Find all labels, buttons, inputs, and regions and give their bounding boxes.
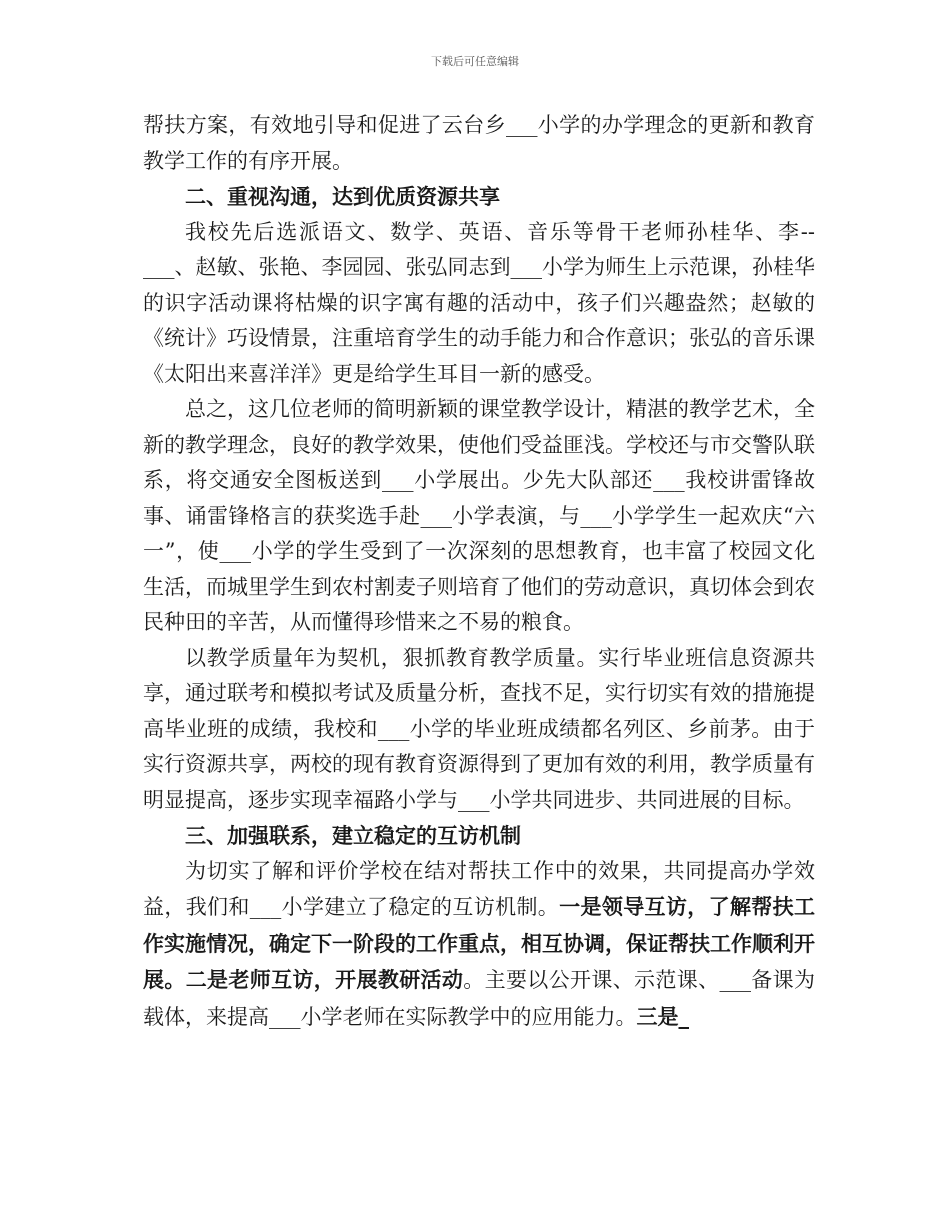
visits-third-point: 三是_ — [636, 1003, 689, 1029]
paragraph-teachers: 我校先后选派语文、数学、英语、音乐等骨干老师孙桂华、李--___、赵敏、张艳、李园园、张弘同志到___小学为师生上示范课，孙桂华的识字活动课将枯燥的识字寓有趣的活动中，孩子们兴趣盎然；赵敏的《统计》巧设情景，注重培育学生的动手能力和合作意识；张弘的音乐课《太阳出来喜洋洋》更是给学生耳目一新的感受。 — [143, 219, 815, 386]
visits-bold-points: 一是领导互访，了解帮扶工作实施情况，确定下一阶段的工作重点，相互协调，保证帮扶工作顺利开展。二是老师互访，开展教研活动 — [143, 894, 816, 992]
paragraph-continuation: 帮扶方案，有效地引导和促进了云台乡___小学的办学理念的更新和教育教学工作的有序开展。 — [143, 113, 815, 173]
section-heading-3: 三、加强联系，建立稳定的互访机制 — [185, 823, 521, 848]
paragraph-quality: 以教学质量年为契机，狠抓教育教学质量。实行毕业班信息资源共享，通过联考和模拟考试及质量分析，查找不足，实行切实有效的措施提高毕业班的成绩，我校和___小学的毕业班成绩都名列区、乡前茅。由于实行资源共享，两校的现有教育资源得到了更加有效的利用，教学质量有明显提高，逐步实现幸福路小学与___小学共同进步、共同进展的目标。 — [143, 645, 815, 812]
visits-detail: 。主要以公开课、示范课、___备课为载体，来提高___小学老师在实际教学中的应用能力。 — [143, 968, 815, 1029]
paragraph-summary: 总之，这几位老师的简明新颖的课堂教学设计，精湛的教学艺术，全新的教学理念，良好的教学效果，使他们受益匪浅。学校还与市交警队联系，将交通安全图板送到___小学展出。少先大队部还___我校讲雷锋故事、诵雷锋格言的获奖选手赴___小学表演，与___小学学生一起欢庆“六一”，使___小学的学生受到了一次深刻的思想教育，也丰富了校园文化生活，而城里学生到农村割麦子则培育了他们的劳动意识，真切体会到农民种田的辛苦，从而懂得珍惜来之不易的粮食。 — [143, 397, 815, 634]
page-header: 下载后可任意编辑 — [431, 55, 519, 68]
visits-intro: 为切实了解和评价学校在结对帮扶工作中的效果，共同提高办学效益，我们和___小学建立了稳定的互访机制。 — [143, 858, 815, 919]
document-body — [143, 108, 815, 1035]
section-heading-2: 二、重视沟通，达到优质资源共享 — [185, 184, 500, 209]
paragraph-visits — [143, 854, 815, 1036]
